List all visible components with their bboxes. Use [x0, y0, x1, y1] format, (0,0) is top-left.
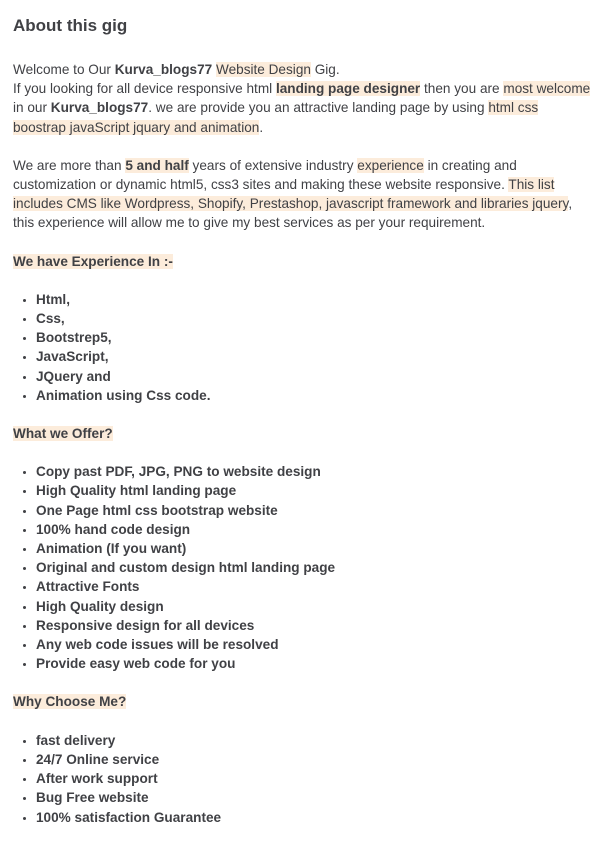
list-item: JQuery and	[36, 367, 593, 386]
why-heading	[13, 692, 593, 711]
list-item: Css,	[36, 309, 593, 328]
list-item: Responsive design for all devices	[36, 616, 593, 635]
intro-text: . we are provide you an attractive landing page by using	[148, 100, 489, 116]
list-item: After work support	[36, 769, 593, 788]
brand-name: Kurva_blogs77	[114, 62, 213, 77]
intro-text: We are more than	[13, 157, 126, 173]
list-item: Original and custom design html landing page	[36, 558, 593, 577]
intro-text: in our	[13, 100, 51, 116]
offer-heading	[13, 424, 593, 443]
highlight-most-welcome: most welcome	[503, 81, 591, 97]
brand-name: Kurva_blogs77	[50, 100, 149, 116]
list-item: Html,	[36, 290, 593, 309]
highlight-cms: This list includes CMS like Wordpress, Shopify, Prestashop, javascript framework and libraries jquery	[13, 177, 569, 212]
offer-list	[13, 462, 593, 673]
intro-text: Welcome to Our	[13, 62, 115, 77]
list-item: Any web code issues will be resolved	[36, 635, 593, 654]
list-item: Attractive Fonts	[36, 577, 593, 596]
list-item: High Quality design	[36, 597, 593, 616]
section-title: About this gig	[13, 16, 128, 35]
intro-text: If you looking for all device responsive html	[13, 81, 276, 97]
intro-text: .	[259, 119, 264, 135]
highlight-experience: experience	[357, 157, 424, 173]
experience-heading-text: We have Experience In :-	[13, 253, 173, 269]
intro-text: , this experience will allow me to give my best services as per your requirement.	[13, 196, 573, 231]
offer-heading-text: What we Offer?	[13, 426, 113, 442]
list-item: High Quality html landing page	[36, 481, 593, 500]
list-item: 24/7 Online service	[36, 750, 593, 769]
list-item: Bootstrep5,	[36, 328, 593, 347]
list-item: fast delivery	[36, 731, 593, 750]
intro-paragraph-1	[13, 60, 593, 137]
list-item: 100% satisfaction Guarantee	[36, 808, 593, 827]
why-list	[13, 731, 593, 827]
highlight-tech-stack: html css boostrap javaScript jquary and animation	[13, 100, 539, 135]
experience-heading	[13, 252, 593, 271]
highlight-landing-designer: landing page designer	[275, 81, 421, 97]
why-heading-text: Why Choose Me?	[13, 694, 127, 710]
intro-text: then you are	[420, 81, 504, 97]
list-item: 100% hand code design	[36, 520, 593, 539]
list-item: Bug Free website	[36, 788, 593, 807]
list-item: One Page html css bootstrap website	[36, 501, 593, 520]
intro-text: years of extensive industry	[188, 157, 358, 173]
intro-text: in creating and customization or dynamic html5, css3 sites and making these website responsive.	[13, 157, 517, 193]
highlight-website-design: Website Design	[215, 62, 311, 77]
list-item: Copy past PDF, JPG, PNG to website design	[36, 462, 593, 481]
list-item: Animation using Css code.	[36, 386, 593, 405]
intro-paragraph-2	[13, 156, 593, 233]
list-item: Provide easy web code for you	[36, 654, 593, 673]
experience-list	[13, 290, 593, 405]
list-item: Animation (If you want)	[36, 539, 593, 558]
highlight-years: 5 and half	[125, 157, 189, 173]
intro-text: Gig.	[310, 62, 340, 77]
list-item: JavaScript,	[36, 347, 593, 366]
